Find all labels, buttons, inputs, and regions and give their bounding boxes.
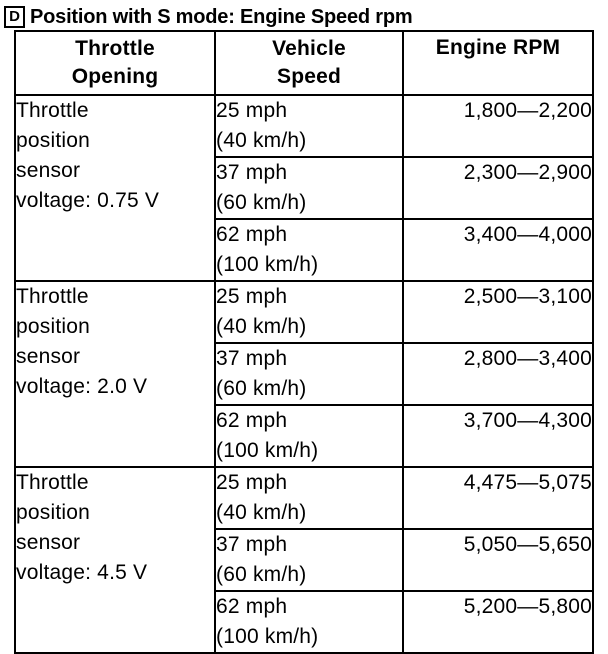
speed-cell: 62 mph (100 km/h) (215, 591, 403, 653)
table-row (15, 281, 593, 343)
header-engine-rpm: Engine RPM (403, 31, 593, 95)
speed-cell: 62 mph (100 km/h) (215, 405, 403, 467)
speed-cell: 37 mph (60 km/h) (215, 343, 403, 405)
throttle-cell: Throttle position sensor voltage: 4.5 V (15, 467, 215, 653)
speed-cell: 25 mph (40 km/h) (215, 95, 403, 157)
section-heading (4, 4, 412, 30)
header-throttle-opening: Throttle Opening (15, 31, 215, 95)
rpm-cell: 2,300—2,900 (403, 157, 593, 219)
rpm-cell: 1,800—2,200 (403, 95, 593, 157)
section-title: Position with S mode: Engine Speed rpm (30, 5, 413, 28)
header-vehicle-speed: Vehicle Speed (215, 31, 403, 95)
rpm-cell: 5,200—5,800 (403, 591, 593, 653)
speed-cell: 37 mph (60 km/h) (215, 529, 403, 591)
rpm-cell: 3,700—4,300 (403, 405, 593, 467)
table-row (15, 467, 593, 529)
speed-cell: 25 mph (40 km/h) (215, 467, 403, 529)
speed-cell: 62 mph (100 km/h) (215, 219, 403, 281)
section-badge: D (4, 6, 25, 28)
throttle-cell: Throttle position sensor voltage: 0.75 V (15, 95, 215, 281)
throttle-cell: Throttle position sensor voltage: 2.0 V (15, 281, 215, 467)
speed-cell: 25 mph (40 km/h) (215, 281, 403, 343)
rpm-cell: 2,800—3,400 (403, 343, 593, 405)
header-row (15, 31, 593, 95)
rpm-cell: 3,400—4,000 (403, 219, 593, 281)
speed-cell: 37 mph (60 km/h) (215, 157, 403, 219)
table-row (15, 95, 593, 157)
rpm-cell: 2,500—3,100 (403, 281, 593, 343)
rpm-cell: 5,050—5,650 (403, 529, 593, 591)
rpm-cell: 4,475—5,075 (403, 467, 593, 529)
engine-speed-table (14, 30, 594, 654)
